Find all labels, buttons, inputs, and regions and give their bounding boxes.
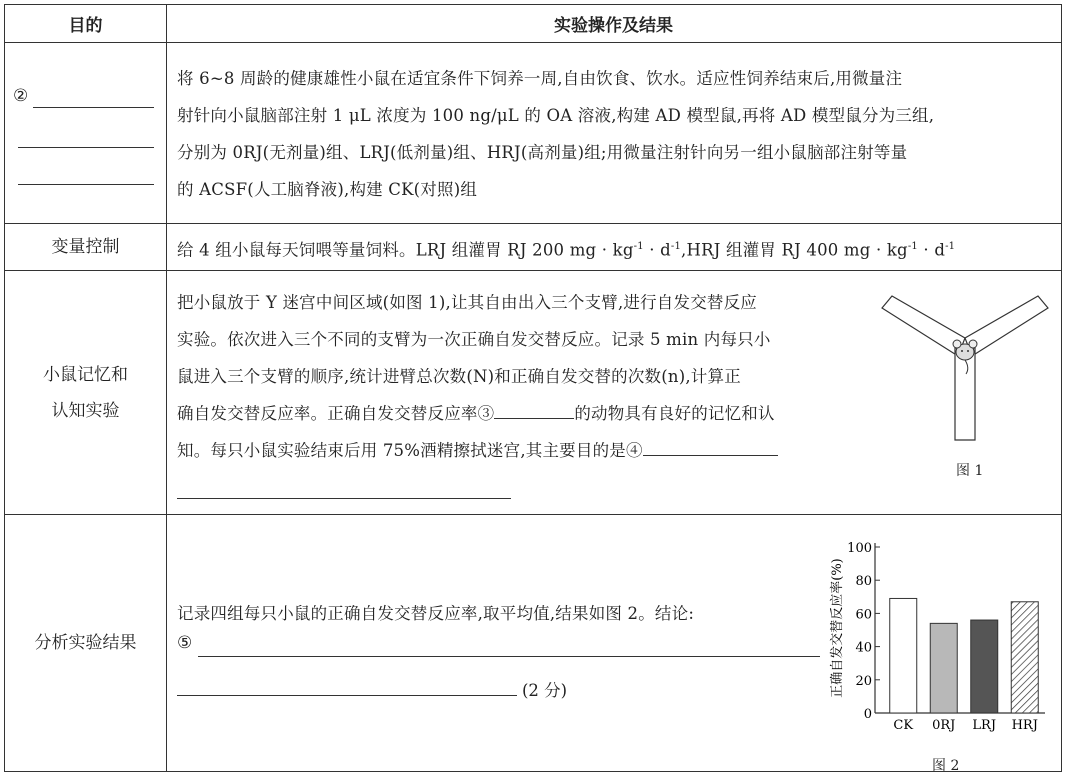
label-line: 小鼠记忆和 — [43, 364, 128, 385]
text-line: 将 6~8 周龄的健康雄性小鼠在适宜条件下饲养一周,自由饮食、饮水。适应性饲养结束后,用微量注 — [177, 69, 903, 88]
superscript: -1 — [907, 241, 918, 252]
text-line: 记录四组每只小鼠的正确自发交替反应率,取平均值,结果如图 2。结论: — [177, 604, 695, 623]
chart-x-tick-label: 0RJ — [932, 718, 956, 733]
blank-marker-5: ⑤ — [177, 633, 193, 653]
chart-y-tick-label: 20 — [855, 673, 872, 689]
text-line: 实验。依次进入三个不同的支臂为一次正确自发交替反应。记录 5 min 内每只小 — [177, 330, 771, 349]
text-segment: · d — [643, 240, 671, 260]
text-segment: · d — [917, 240, 946, 260]
superscript: -1 — [670, 241, 682, 252]
chart-x-tick-label: CK — [893, 718, 914, 733]
superscript: -1 — [633, 241, 644, 252]
row3-procedure-text — [177, 284, 877, 469]
answer-blank-line[interactable] — [18, 147, 154, 148]
label-line: 认知实验 — [51, 400, 120, 421]
score-note: (2 分) — [522, 681, 568, 700]
text-segment: 确自发交替反应率。正确自发交替反应率③ — [177, 404, 495, 423]
answer-blank-4-continuation[interactable] — [177, 498, 511, 499]
text-line: 的 ACSF(人工脑脊液),构建 CK(对照)组 — [177, 180, 478, 199]
chart-y-tick-label: 40 — [855, 640, 872, 656]
text-line: 鼠进入三个支臂的顺序,统计进臂总次数(N)和正确自发交替的次数(n),计算正 — [177, 367, 741, 386]
row2-procedure-text — [177, 228, 1057, 269]
answer-blank-line[interactable] — [33, 107, 154, 108]
chart-y-tick-label: 100 — [847, 541, 872, 556]
maze-bottom-arm — [955, 348, 975, 440]
text-line: 分别为 0RJ(无剂量)组、LRJ(低剂量)组、HRJ(高剂量)组;用微量注射针向另一组小鼠脑部注射等量 — [177, 143, 908, 162]
figure1-caption: 图 1 — [956, 463, 984, 479]
answer-blank-3[interactable] — [494, 417, 574, 419]
chart-bar-hrj — [1011, 602, 1038, 713]
chart-y-tick-label: 60 — [855, 607, 872, 623]
memory-experiment-label — [5, 271, 166, 514]
column-divider — [166, 5, 167, 771]
chart-x-tick-label: LRJ — [972, 718, 997, 733]
row4-conclusion-text — [177, 595, 827, 632]
answer-blank-5[interactable] — [198, 656, 820, 657]
purpose-blank-cell — [5, 43, 166, 223]
row1-procedure-text — [177, 60, 1057, 208]
figure2-bar-chart — [827, 533, 1057, 753]
header-purpose: 目的 — [68, 16, 103, 36]
figure2-caption: 图 2 — [932, 758, 960, 774]
chart-bar-lrj — [971, 620, 998, 713]
answer-blank-4[interactable] — [643, 454, 778, 456]
blank-marker-2: ② — [13, 86, 29, 106]
y-maze-figure — [880, 288, 1050, 448]
maze-left-arm — [882, 296, 965, 356]
analysis-label: 分析实验结果 — [34, 633, 137, 653]
chart-bar-ck — [890, 598, 917, 713]
chart-x-tick-label: HRJ — [1011, 718, 1038, 733]
variable-control-label: 变量控制 — [51, 237, 120, 257]
text-segment: 给 4 组小鼠每天饲喂等量饲料。LRJ 组灌胃 RJ 200 mg · kg — [177, 240, 634, 260]
chart-y-axis-label: 正确自发交替反应率(%) — [830, 558, 845, 698]
chart-y-tick-label: 80 — [855, 574, 872, 590]
text-line — [177, 432, 877, 469]
text-segment: 知。每只小鼠实验结束后用 75%酒精擦拭迷宫,其主要目的是④ — [177, 441, 643, 460]
header-procedure: 实验操作及结果 — [554, 16, 673, 36]
maze-right-arm — [965, 296, 1048, 356]
chart-bar-0rj — [930, 623, 957, 713]
text-line: 把小鼠放于 Y 迷宫中间区域(如图 1),让其自由出入三个支臂,进行自发交替反应 — [177, 293, 757, 312]
answer-blank-5-continuation[interactable] — [177, 695, 517, 696]
superscript: -1 — [945, 241, 956, 252]
experiment-table — [4, 4, 1062, 772]
chart-y-tick-label: 0 — [863, 707, 872, 722]
answer-blank-line[interactable] — [18, 184, 154, 185]
text-line: 射针向小鼠脑部注射 1 μL 浓度为 100 ng/μL 的 OA 溶液,构建 AD 模型鼠,再将 AD 模型鼠分为三组, — [177, 106, 935, 125]
text-segment: 的动物具有良好的记忆和认 — [574, 404, 775, 423]
text-segment: ,HRJ 组灌胃 RJ 400 mg · kg — [681, 240, 908, 260]
text-line — [177, 395, 877, 432]
